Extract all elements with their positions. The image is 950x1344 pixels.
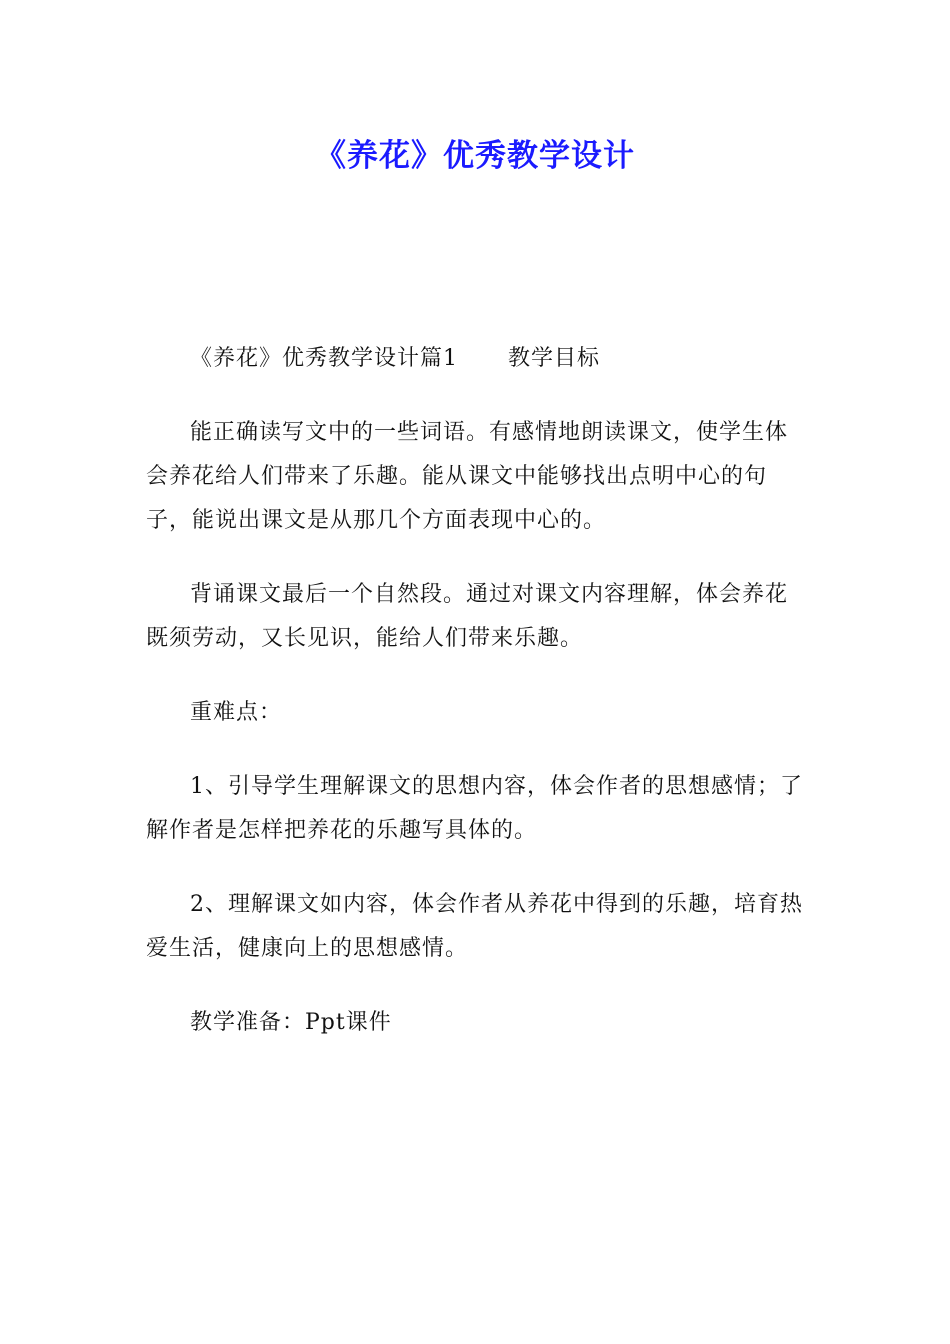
paragraph-preparation: 教学准备：Ppt课件 xyxy=(190,1010,392,1035)
document-body xyxy=(146,337,806,1075)
section-heading-line xyxy=(146,337,806,381)
paragraph-key-point-2: 2、理解课文如内容，体会作者从养花中得到的乐趣，培育热爱生活，健康向上的思想感情。 xyxy=(146,892,803,961)
paragraph-recite: 背诵课文最后一个自然段。通过对课文内容理解，体会养花既须劳动，又长见识，能给人们带来乐趣。 xyxy=(146,582,789,651)
paragraph-key-point-1: 1、引导学生理解课文的思想内容，体会作者的思想感情；了解作者是怎样把养花的乐趣写具体的。 xyxy=(146,774,803,843)
document-title: 《养花》优秀教学设计 xyxy=(315,138,635,174)
subsection-heading: 教学目标 xyxy=(508,346,601,371)
section-heading: 《养花》优秀教学设计篇1 xyxy=(190,346,458,371)
paragraph-key-points-label: 重难点： xyxy=(190,700,283,725)
paragraph-goals: 能正确读写文中的一些词语。有感情地朗读课文，使学生体会养花给人们带来了乐趣。能从课文中能够找出点明中心的句子，能说出课文是从那几个方面表现中心的。 xyxy=(146,420,789,533)
